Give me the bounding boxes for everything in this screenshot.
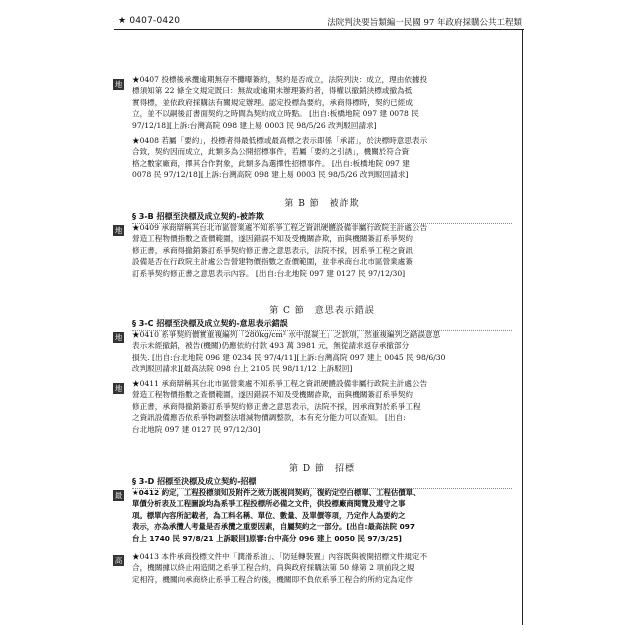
court-level-tag: 最 bbox=[114, 491, 123, 500]
entry-0411 bbox=[132, 378, 512, 435]
entry-0408 bbox=[132, 135, 512, 181]
entry-line: 訂系爭契約修正書之意思表示內容。 [出自:台北地院 097 建 0127 民 97/12/30] bbox=[132, 268, 406, 278]
right-margin-rule bbox=[522, 30, 523, 625]
entry-line: ★0411 承商辯稱其台北市區營業處不知系爭工程之資訊硬體設備非屬行政院主計處公告 bbox=[132, 379, 428, 388]
entry-line: 合致，契約因而成立，此類多為公開招標事件，若屬「要約之引誘」，機關於符合資 bbox=[132, 147, 410, 157]
entry-line: 設備是否在行政院主計處公告營建物價指數之查價範圍，並非承商台北市區營業處簽 bbox=[132, 257, 413, 267]
court-level-tag: 地 bbox=[114, 80, 123, 89]
header-rule bbox=[114, 29, 524, 30]
court-level-tag: 地 bbox=[114, 333, 123, 342]
entry-line: 之資訊設備應否依系爭物調整法增減物價調整款，本有充分能力可以查知。 [出自: bbox=[132, 413, 406, 423]
entry-line: 項。標單內容所記載者，為工料名稱、單位、數量、及單價等項，乃定作人為要約之 bbox=[132, 510, 406, 520]
entry-line: 定相符，機關向承商終止系爭工程合約後，機關即不負依系爭工程合約所約定為定作 bbox=[132, 574, 413, 584]
entry-line: 修正書，承商得撤銷簽訂系爭契約修正書之意思表示，法院不採，因系爭工程之資訊 bbox=[132, 245, 413, 255]
court-level-tag: 地 bbox=[114, 226, 123, 235]
entry-0410 bbox=[132, 329, 512, 375]
entry-line: 營造工程物價指數之查價範圍，遂因錯誤不知及受機關詐欺，而與機關簽訂系爭契約 bbox=[132, 234, 413, 244]
entry-0407 bbox=[132, 74, 512, 131]
section-c-subtitle: § 3-C 招標至決標及成立契約-意思表示錯誤 bbox=[132, 319, 288, 328]
section-d-subtitle: § 3-D 招標至決標及成立契約-招標 bbox=[132, 477, 257, 486]
entry-line: ★0407 投標後承攬逾期無存不攤曝簽約，契約是否成立，法院列決：成立，理由依據投 bbox=[132, 75, 428, 84]
entry-line: ★0412 約定，工程投標須知及附件之效力既視同契約，復約定空白標單、工程估價單、 bbox=[132, 488, 421, 497]
entry-line: 營造工程物價指數之查價範圍，遂因錯誤不知及受機關詐欺，而與機關簽訂系爭契約 bbox=[132, 390, 413, 400]
court-level-tag: 地 bbox=[114, 384, 123, 393]
entry-line: ★0409 承商辯稱其台北市區營業處不知系爭工程之資訊硬體設備非屬行政院主計處公告 bbox=[132, 223, 428, 232]
entry-line: 97/12/18][上訴:台灣高院 098 建上易 0003 民 98/5/26 改判駁回請求] bbox=[132, 120, 377, 130]
entry-line: 實得標，並依政府採購法有關規定辦理。認定投標為要約，承商得標時，契約已經成 bbox=[132, 97, 413, 107]
entry-line: 立，並不以嗣後訂書面契約之時間為契約成立時點。 [出自:板橋地院 097 建 0078 民 bbox=[132, 109, 419, 119]
entry-line: 台北地院 097 建 0127 民 97/12/30] bbox=[132, 424, 261, 434]
entry-line: 0078 民 97/12/18][上訴:台灣高院 098 建上易 0003 民 98/5/26 改判駁回請求] bbox=[132, 170, 409, 180]
entry-line: 單價分析表及工程圖說均為系爭工程投標所必備之文件，供投標廠商閱覽及遵守之事 bbox=[132, 499, 406, 509]
entry-line: ★0413 本件承商投標文件中「潤滑系油」、「防延轉裝置」內容既與被開招標文件規定不 bbox=[132, 552, 428, 561]
entry-line: 修正書，承商得撤銷簽訂系爭契約修正書之意思表示，法院不採，因承商對於系爭工程 bbox=[132, 401, 421, 411]
entry-line: 改判駁回請求][最高法院 098 台上 2105 民 98/11/12 上訴駁回] bbox=[132, 364, 353, 374]
header-book-title: 法院判決要旨類編一民國 97 年政府採購公共工程類 bbox=[327, 18, 522, 28]
entry-0409 bbox=[132, 222, 512, 279]
entry-line: ★0410 系爭契約價實重複編列「280kg/cm² 水中混凝土」之款項，然重複編列之錯誤意思 bbox=[132, 330, 441, 339]
court-level-tag: 高 bbox=[114, 556, 123, 565]
entry-line: 表示，亦為承攬人考量是否承攬之重要因素，自屬契約之一部分。[出自:最高法院 097 bbox=[132, 522, 416, 532]
entry-line: ★0408 若屬「要約」，投標者得最低標或最高標之表示即係「承諾」，於決標時意思表示 bbox=[132, 136, 428, 145]
entry-line: 格之數家廠商，擇其合作對象，此類多為選擇性招標事件。 [出自:板橋地院 097 建 bbox=[132, 158, 410, 168]
section-b-title: 第 B 節 被詐欺 bbox=[284, 199, 360, 209]
entry-line: 表示未經撤銷，被告(機關)仍應依約付款 493 萬 3981 元，無從請求返存承撤部分 bbox=[132, 341, 410, 351]
entry-0413 bbox=[132, 551, 512, 585]
entry-0412 bbox=[132, 487, 512, 544]
header-entry-range: ★ 0407-0420 bbox=[118, 16, 181, 26]
entry-line: 合，機關據以終止兩造間之系爭工程合約，尚與政府採購法第 50 條第 2 項前段之規 bbox=[132, 563, 415, 573]
entry-line: 標須知第 22 條全文規定既曰：無故或逾期未辦理簽約者，得權以撤銷決標或撤為抵 bbox=[132, 86, 413, 96]
section-d-title: 第 D 節 招標 bbox=[289, 464, 355, 474]
section-c-title: 第 C 節 意思表示錯誤 bbox=[269, 306, 375, 316]
entry-line: 損失. [出自:台北地院 096 建 0234 民 97/4/11][上訴:台灣高院 097 建上 0045 民 98/6/30 bbox=[132, 352, 446, 362]
entry-line: 台上 1740 民 97/8/21 上訴駁回]原審:台中高分 096 建上 0050 民 97/3/25] bbox=[132, 533, 402, 543]
section-b-subtitle: § 3-B 招標至決標及成立契約-被詐欺 bbox=[132, 212, 264, 221]
